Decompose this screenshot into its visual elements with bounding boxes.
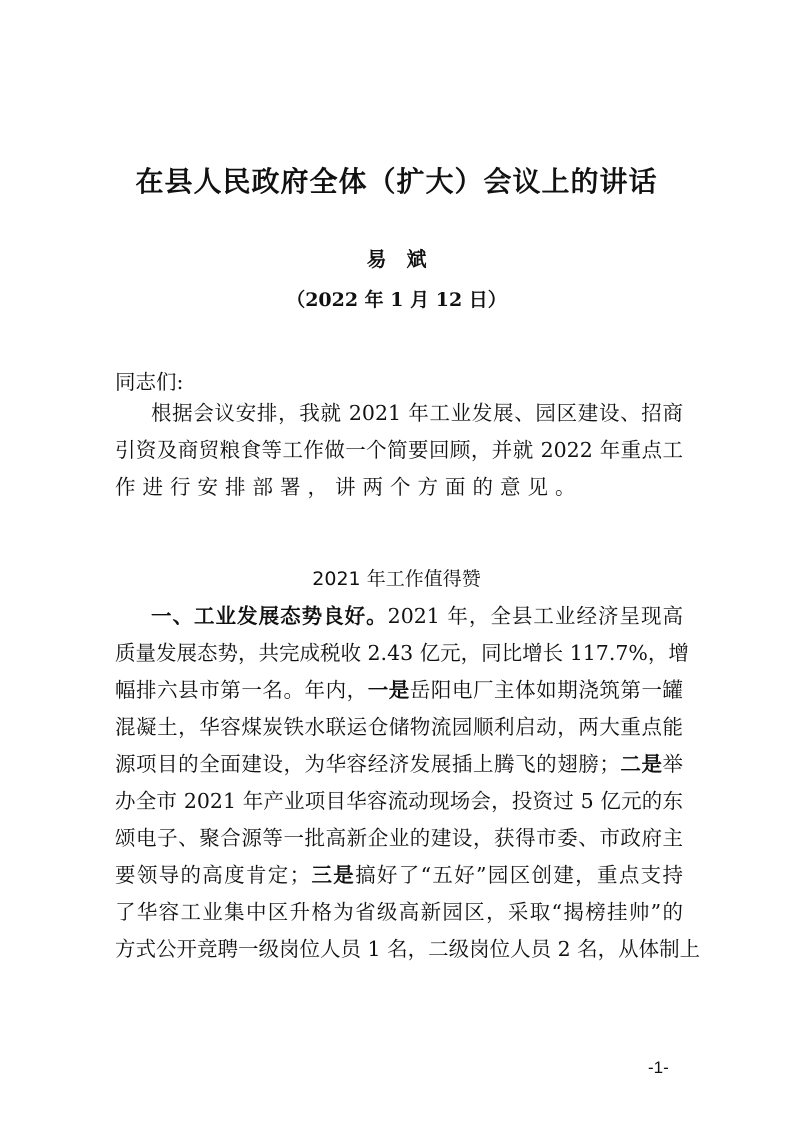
- text-segment: 要领导的高度肯定；: [115, 863, 311, 887]
- page-number: -1-: [648, 1058, 669, 1077]
- text-line: [115, 824, 683, 852]
- text-segment: 根据会议安排，我就 2021 年工业发展、园区建设、招商: [151, 401, 683, 425]
- salutation: 同志们:: [115, 370, 184, 394]
- text-segment: 举: [662, 752, 684, 776]
- bold-text-segment: 三是: [310, 863, 356, 887]
- bold-text-segment: 二是: [619, 752, 663, 776]
- text-segment: 2021 年，全县工业经济呈现高: [387, 604, 683, 628]
- text-segment: 颂电子、聚合源等一批高新企业的建设，获得市委、市政府主: [115, 826, 683, 850]
- text-line: [115, 898, 683, 926]
- text-segment: 幅排六县市第一名。年内，: [115, 678, 368, 702]
- author-name: 易 斌: [366, 247, 427, 271]
- text-segment: 引资及商贸粮食等工作做一个简要回顾，并就 2022 年重点工: [115, 438, 683, 462]
- text-line: [115, 861, 683, 889]
- speech-date: （2022 年 1 月 12 日）: [286, 289, 507, 311]
- text-segment: 质量发展态势，共完成税收 2.43 亿元，同比增长 117.7%，增: [115, 641, 689, 665]
- section-heading: 2021 年工作值得赞: [312, 568, 481, 590]
- bold-text-segment: 一、工业发展态势良好。: [151, 604, 388, 628]
- text-line: [151, 399, 683, 427]
- text-line: [115, 639, 689, 667]
- text-segment: 源项目的全面建设，为华容经济发展插上腾飞的翅膀；: [115, 752, 620, 776]
- text-segment: 混凝土，华容煤炭铁水联运仓储物流园顺利启动，两大重点能: [115, 715, 683, 739]
- text-segment: 岳阳电厂主体如期浇筑第一罐: [409, 678, 684, 702]
- text-line: [115, 713, 683, 741]
- text-line: [115, 473, 683, 501]
- text-line: [115, 787, 683, 815]
- text-line: [151, 602, 683, 630]
- text-line: [115, 676, 683, 704]
- text-segment: 作进行安排部署，讲两个方面的意见。: [115, 475, 583, 499]
- text-line: [115, 750, 683, 778]
- text-segment: 方式公开竞聘一级岗位人员 1 名，二级岗位人员 2 名，从体制上: [115, 937, 701, 961]
- text-line: [115, 935, 701, 963]
- bold-text-segment: 一是: [367, 678, 410, 702]
- text-segment: 搞好了“五好”园区创建，重点支持: [355, 863, 683, 887]
- text-line: [115, 436, 683, 464]
- text-segment: 办全市 2021 年产业项目华容流动现场会，投资过 5 亿元的东: [115, 789, 683, 813]
- text-segment: 了华容工业集中区升格为省级高新园区，采取“揭榜挂帅”的: [115, 900, 683, 924]
- document-title: 在县人民政府全体（扩大）会议上的讲话: [135, 165, 658, 198]
